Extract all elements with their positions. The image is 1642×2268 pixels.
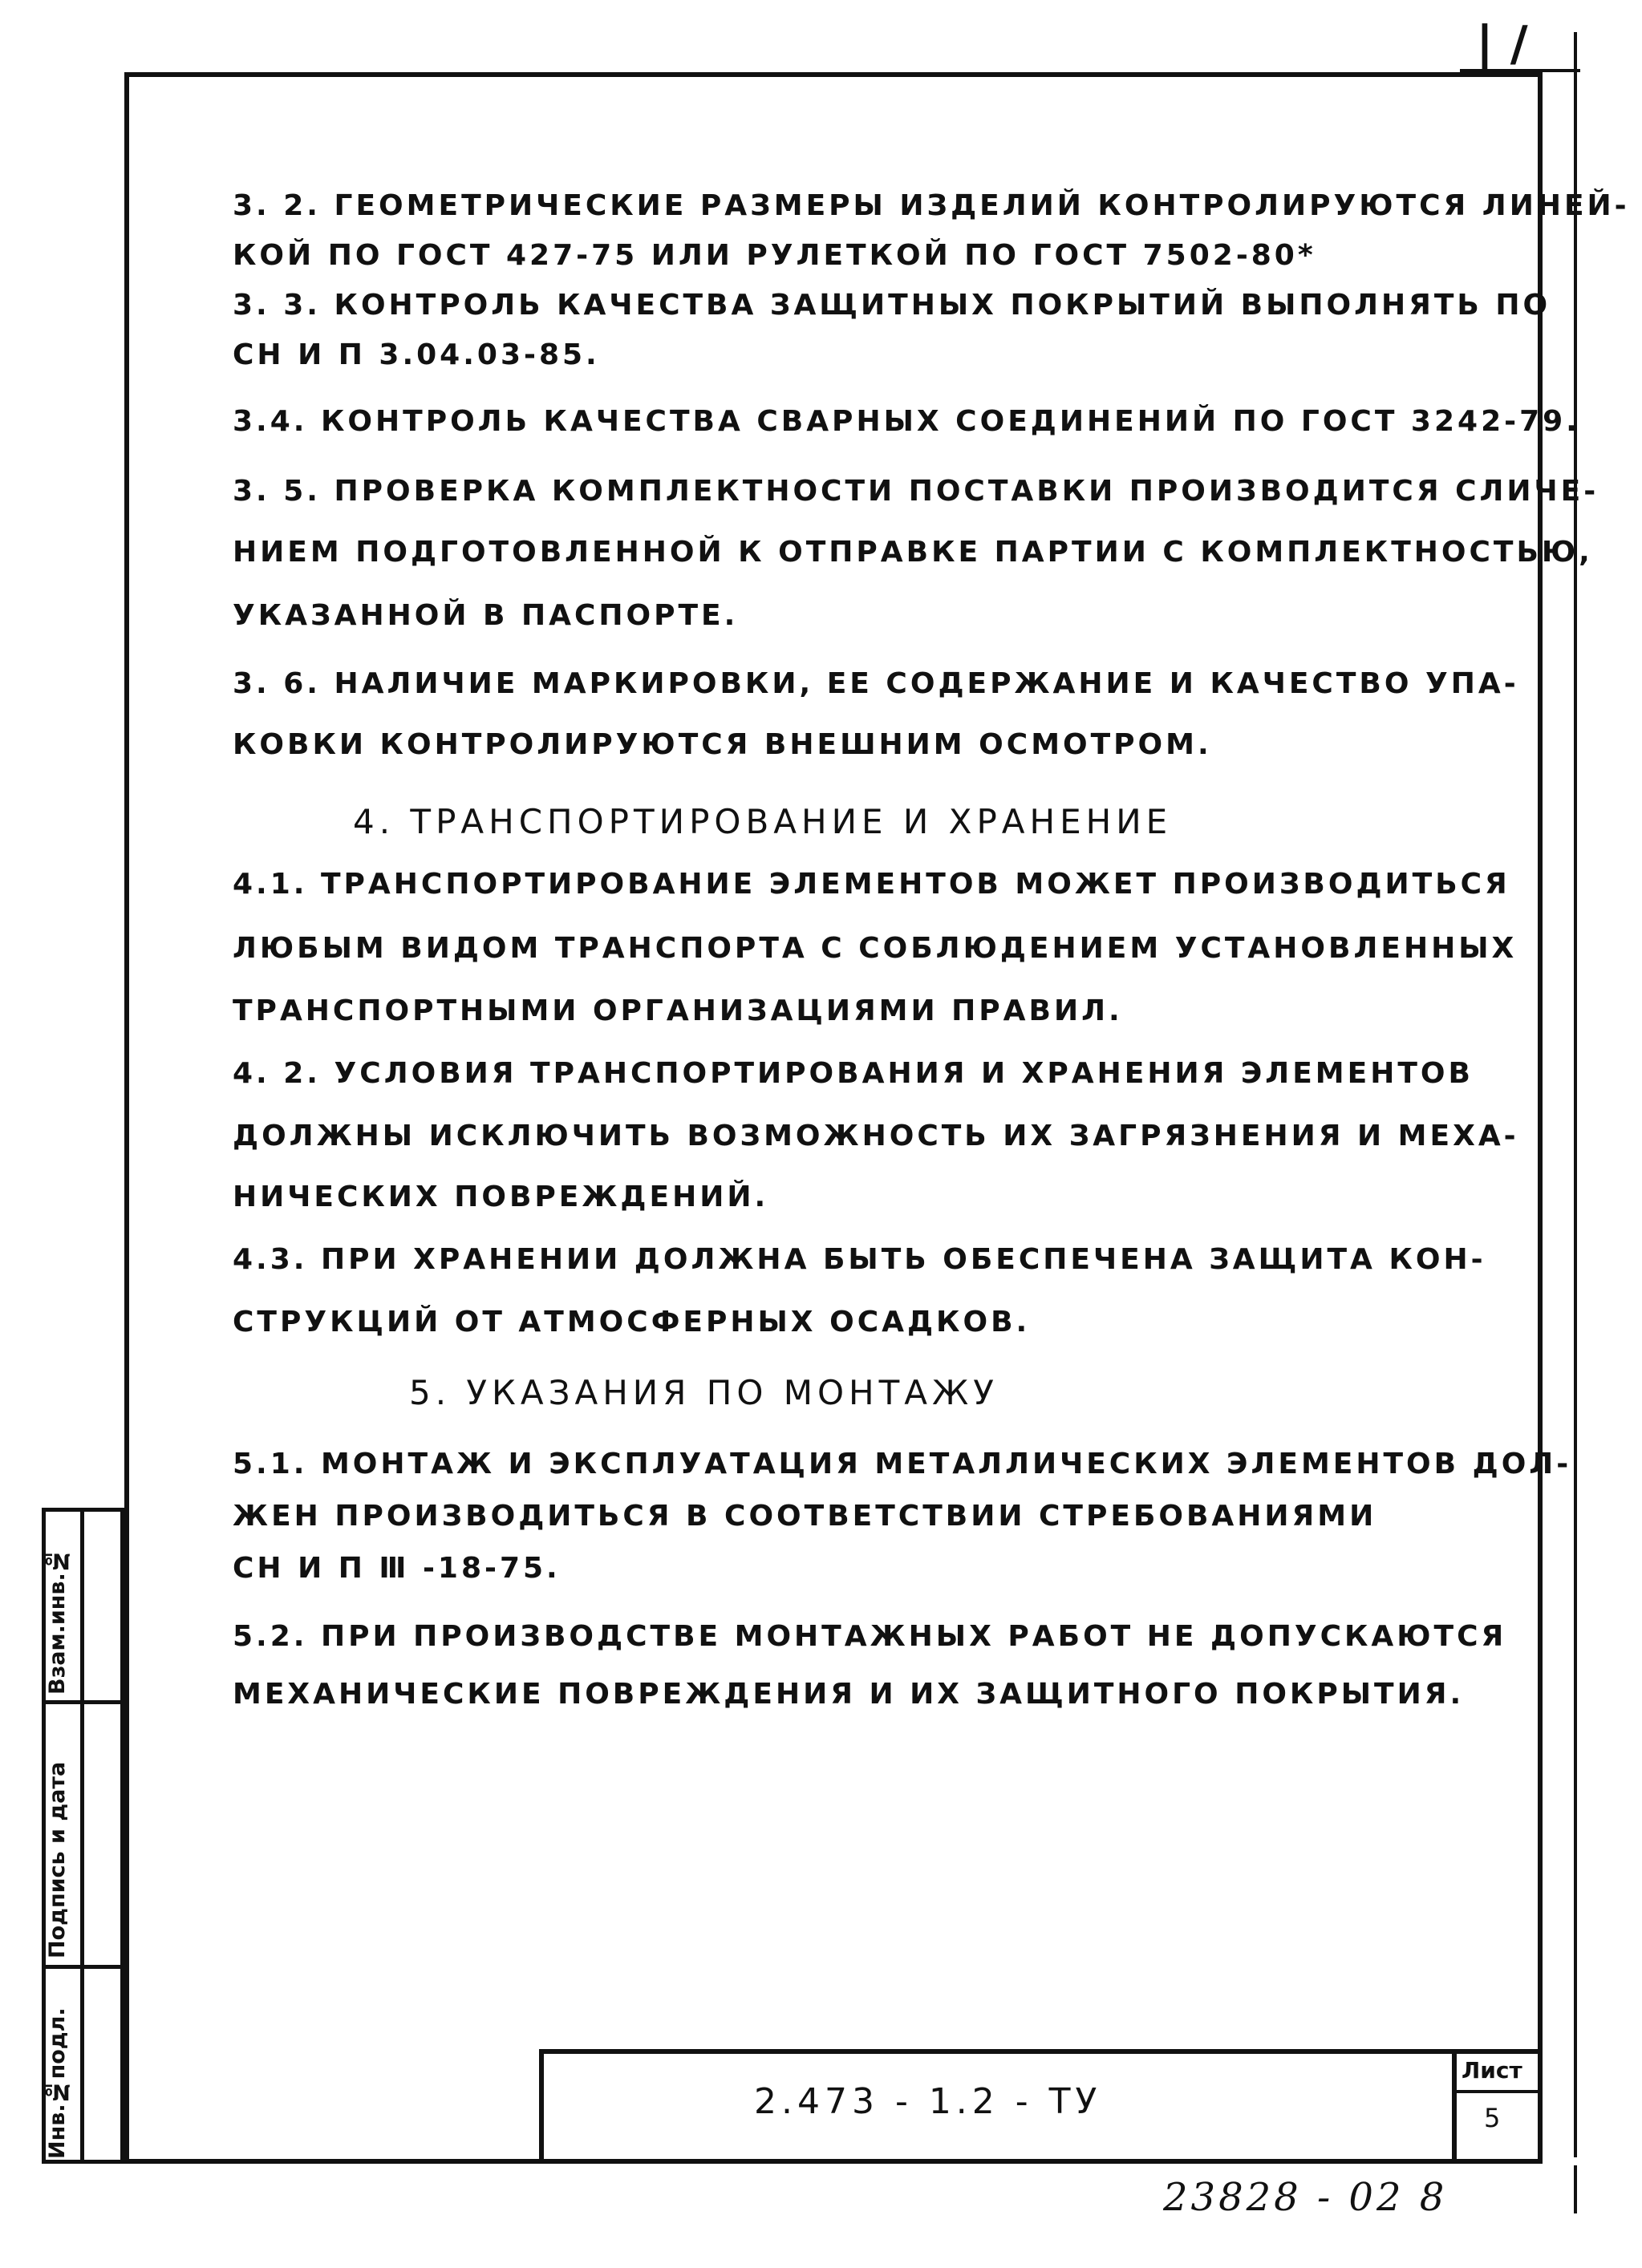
vzam-inv-label: Взам.инв.№ [45,1548,70,1695]
text-line: КОЙ ПО ГОСТ 427-75 ИЛИ РУЛЕТКОЙ ПО ГОСТ 7502-80* [233,239,1316,272]
frame-right-line-bottom [1574,2165,1577,2213]
section-heading: 4. ТРАНСПОРТИРОВАНИЕ И ХРАНЕНИЕ [353,802,1173,841]
side-stamp-divider [42,1700,124,1704]
text-line: 4. 2. УСЛОВИЯ ТРАНСПОРТИРОВАНИЯ И ХРАНЕНИЯ ЭЛЕМЕНТОВ [233,1057,1474,1090]
side-stamp-column-line [80,1508,84,2164]
text-line: ТРАНСПОРТНЫМИ ОРГАНИЗАЦИЯМИ ПРАВИЛ. [233,994,1123,1027]
text-line: ДОЛЖНЫ ИСКЛЮЧИТЬ ВОЗМОЖНОСТЬ ИХ ЗАГРЯЗНЕНИЯ И МЕХА- [233,1120,1519,1152]
text-line: СН И П Ⅲ -18-75. [233,1552,561,1585]
text-line: 3.4. КОНТРОЛЬ КАЧЕСТВА СВАРНЫХ СОЕДИНЕНИЙ ПО ГОСТ 3242-79. [233,405,1580,438]
document-frame [124,72,1543,2164]
text-line: ЖЕН ПРОИЗВОДИТЬСЯ В СООТВЕТСТВИИ СТРЕБОВАНИЯМИ [233,1500,1377,1533]
text-line: ЛЮБЫМ ВИДОМ ТРАНСПОРТА С СОБЛЮДЕНИЕМ УСТАНОВЛЕННЫХ [233,932,1518,965]
text-line: НИЧЕСКИХ ПОВРЕЖДЕНИЙ. [233,1181,769,1213]
frame-right-line [1574,32,1577,2157]
text-line: МЕХАНИЧЕСКИЕ ПОВРЕЖДЕНИЯ И ИХ ЗАЩИТНОГО ПОКРЫТИЯ. [233,1678,1465,1711]
text-line: УКАЗАННОЙ В ПАСПОРТЕ. [233,599,739,632]
side-stamp-divider [42,1965,124,1969]
text-line: 3. 6. НАЛИЧИЕ МАРКИРОВКИ, ЕЕ СОДЕРЖАНИЕ И КАЧЕСТВО УПА- [233,667,1519,700]
text-line: СТРУКЦИЙ ОТ АТМОСФЕРНЫХ ОСАДКОВ. [233,1306,1031,1339]
text-line: 4.1. ТРАНСПОРТИРОВАНИЕ ЭЛЕМЕНТОВ МОЖЕТ ПРОИЗВОДИТЬСЯ [233,868,1510,901]
section-heading: 5. УКАЗАНИЯ ПО МОНТАЖУ [409,1373,999,1412]
inv-podl-label: Инв.№подл. [45,2007,70,2159]
text-line: 5.2. ПРИ ПРОИЗВОДСТВЕ МОНТАЖНЫХ РАБОТ НЕ ДОПУСКАЮТСЯ [233,1620,1507,1653]
corner-mark: | / [1476,16,1528,72]
text-line: КОВКИ КОНТРОЛИРУЮТСЯ ВНЕШНИМ ОСМОТРОМ. [233,728,1212,761]
document-code: 2.473 - 1.2 - ТУ [754,2081,1102,2122]
text-line: 3. 2. ГЕОМЕТРИЧЕСКИЕ РАЗМЕРЫ ИЗДЕЛИЙ КОНТРОЛИРУЮТСЯ ЛИНЕЙ- [233,189,1630,222]
text-line: 3. 5. ПРОВЕРКА КОМПЛЕКТНОСТИ ПОСТАВКИ ПРОИЗВОДИТСЯ СЛИЧЕ- [233,475,1599,508]
text-line: СН И П 3.04.03-85. [233,338,600,371]
text-line: НИЕМ ПОДГОТОВЛЕННОЙ К ОТПРАВКЕ ПАРТИИ С КОМПЛЕКТНОСТЬЮ, [233,536,1593,569]
text-line: 4.3. ПРИ ХРАНЕНИИ ДОЛЖНА БЫТЬ ОБЕСПЕЧЕНА ЗАЩИТА КОН- [233,1243,1486,1276]
text-line: 3. 3. КОНТРОЛЬ КАЧЕСТВА ЗАЩИТНЫХ ПОКРЫТИЙ ВЫПОЛНЯТЬ ПО [233,289,1551,322]
sheet-label: Лист [1462,2057,1522,2084]
sheet-separator [1452,2090,1538,2093]
podpis-data-label: Подпись и дата [45,1761,70,1958]
archive-number: 23828 - 02 8 [1163,2175,1448,2220]
text-line: 5.1. МОНТАЖ И ЭКСПЛУАТАЦИЯ МЕТАЛЛИЧЕСКИХ ЭЛЕМЕНТОВ ДОЛ- [233,1448,1572,1480]
sheet-number: 5 [1484,2103,1501,2133]
